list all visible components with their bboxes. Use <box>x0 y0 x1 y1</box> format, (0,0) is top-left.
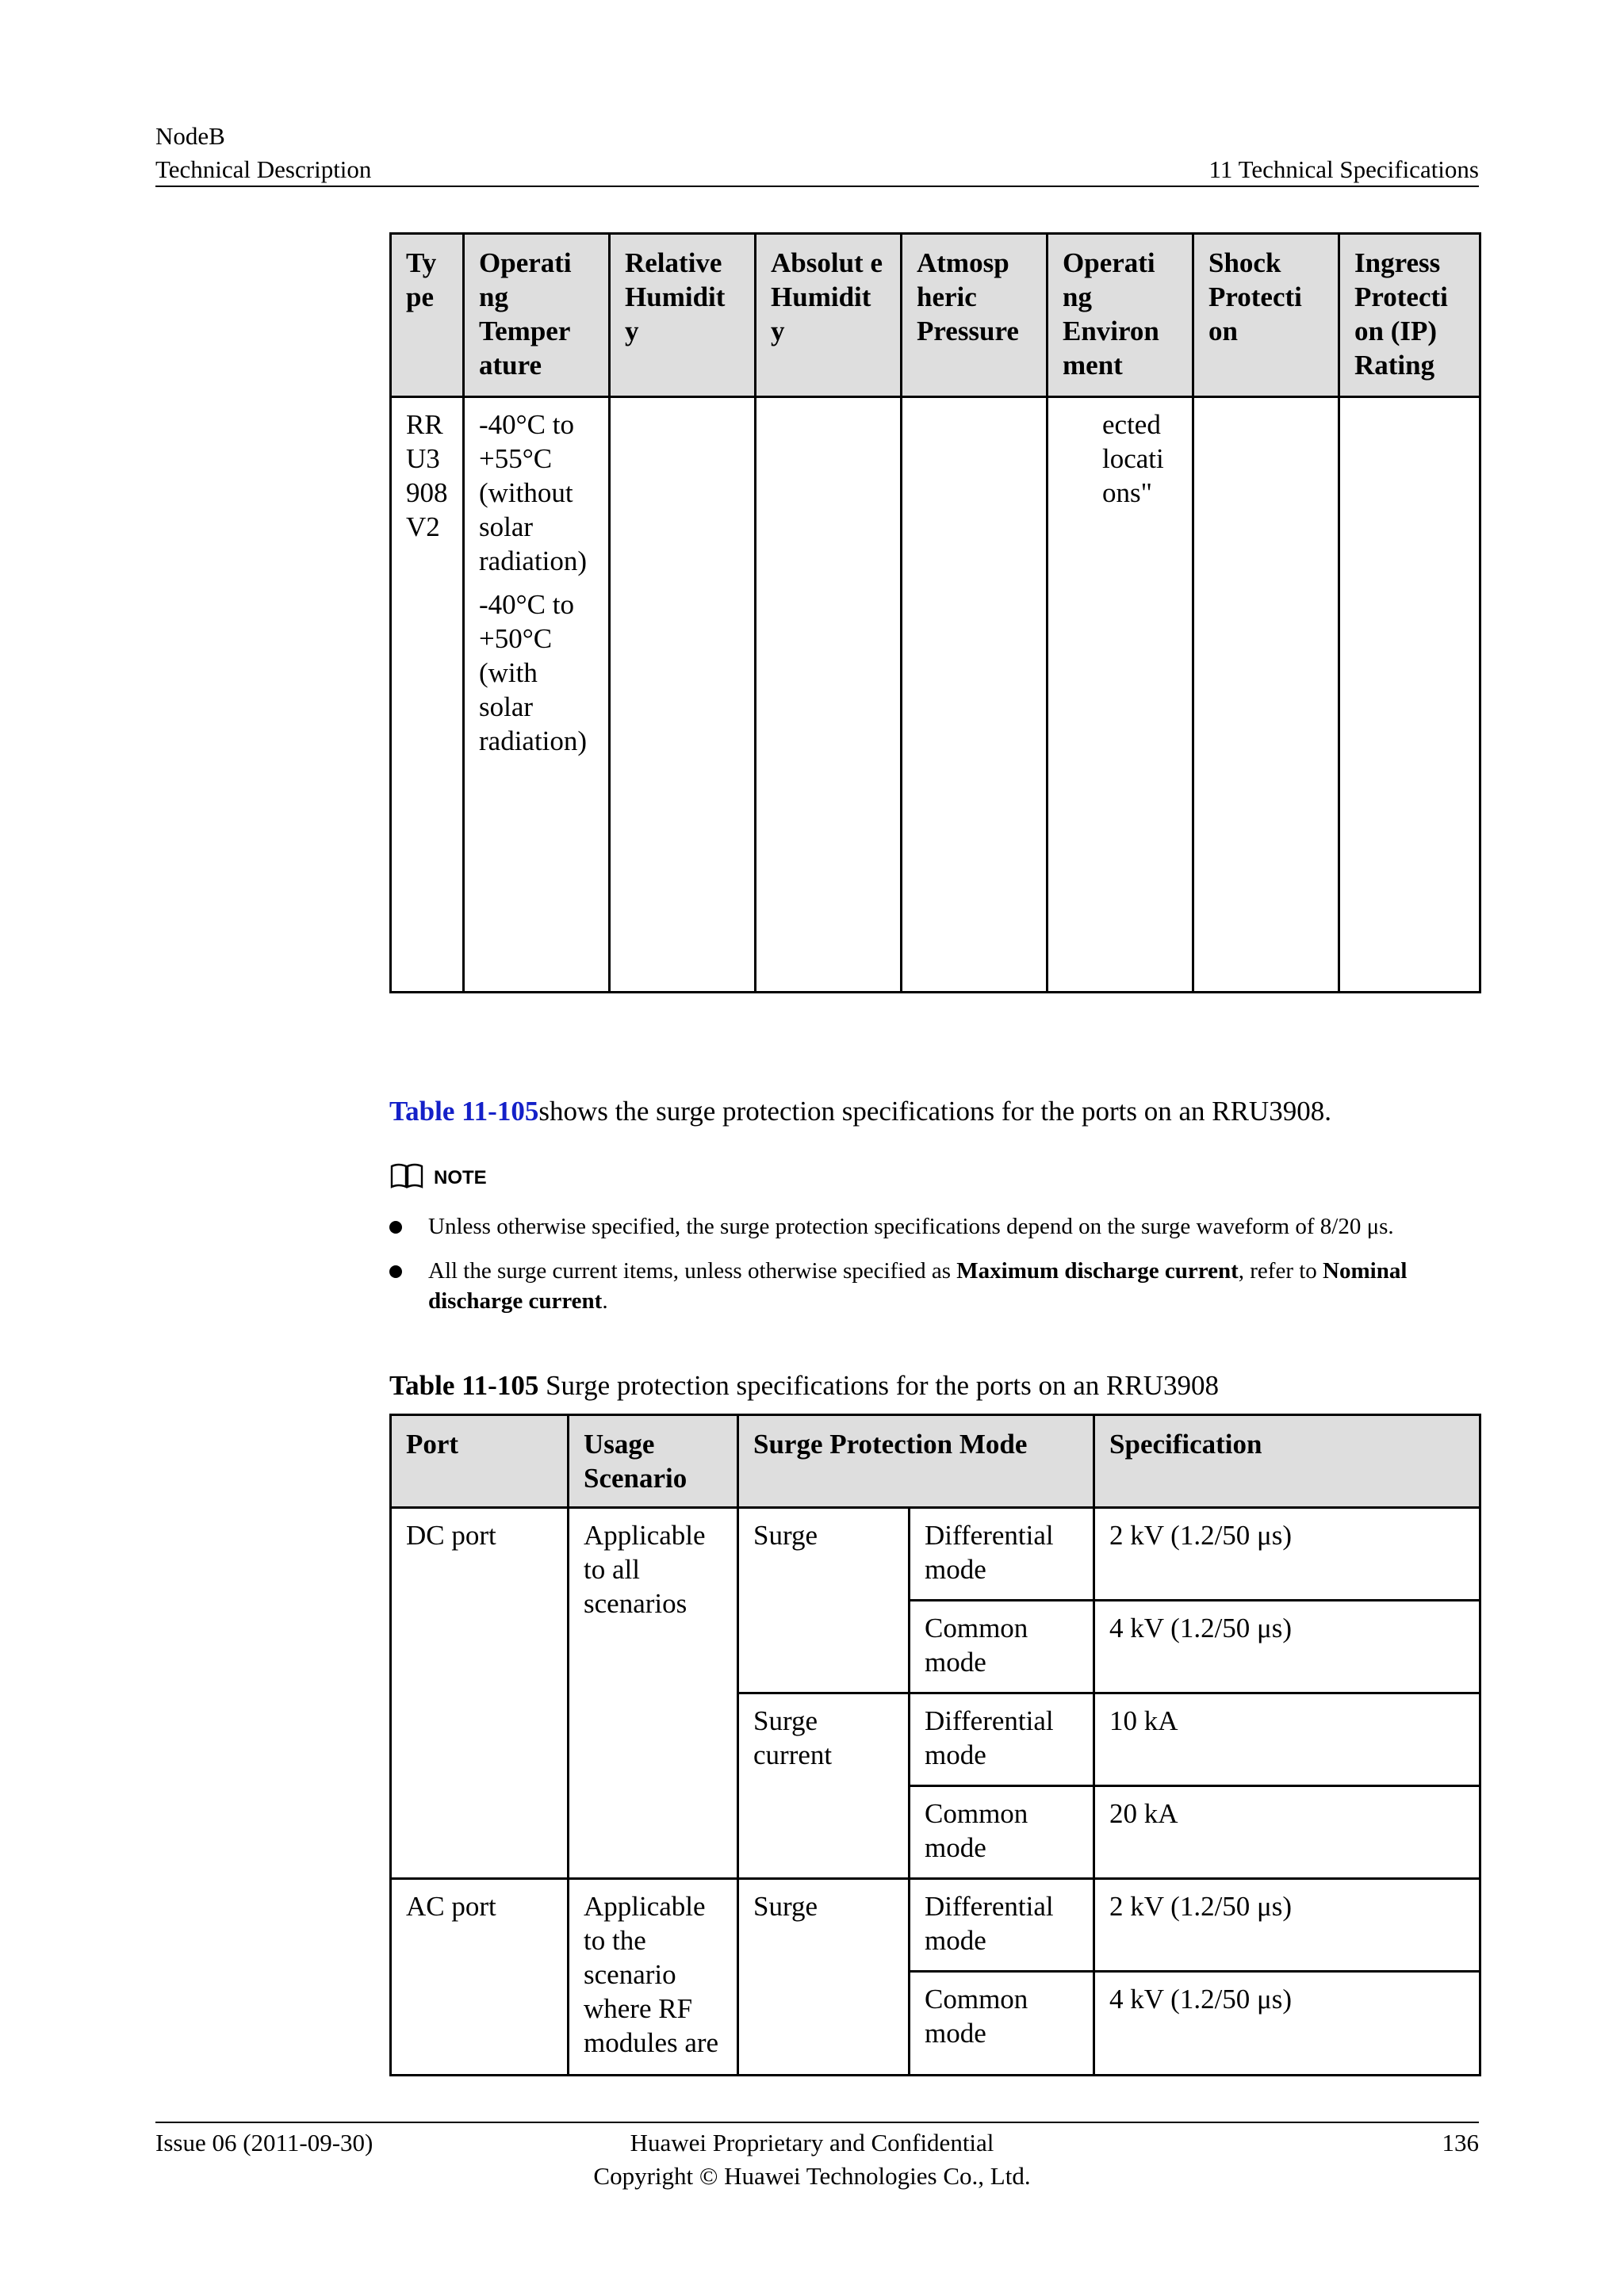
col-header-shock-protection: Shock Protecti on <box>1193 234 1339 397</box>
table-row <box>391 1879 1480 1972</box>
col-header-port: Port <box>391 1415 569 1508</box>
cell-differential-mode: Differential mode <box>910 1508 1094 1601</box>
intro-paragraph: Table 11-105shows the surge protection specifications for the ports on an RRU3908. <box>389 1096 1331 1127</box>
footer-rule <box>155 2122 1479 2123</box>
cell-operating-environment: ected locati ons" <box>1048 397 1193 993</box>
col-header-operating-temperature: Operati ng Temper ature <box>464 234 610 397</box>
col-header-ip-rating: Ingress Protecti on (IP) Rating <box>1339 234 1480 397</box>
header-doc-title: Technical Description <box>155 155 372 183</box>
note-item-1: Unless otherwise specified, the surge protection specifications depend on the surge waveform of 8/20 μs. <box>428 1214 1394 1239</box>
cell-surge-current: Surge current <box>738 1693 910 1879</box>
cell-ac-usage: Applicable to the scenario where RF modules are <box>569 1879 738 2076</box>
header-rule <box>155 186 1479 187</box>
footer-proprietary: Huawei Proprietary and Confidential <box>630 2129 994 2156</box>
table-link[interactable]: Table 11-105 <box>389 1096 539 1127</box>
environment-table <box>389 232 1481 993</box>
cell-spec: 20 kA <box>1094 1786 1480 1879</box>
cell-spec: 10 kA <box>1094 1693 1480 1786</box>
col-header-usage-scenario: Usage Scenario <box>569 1415 738 1508</box>
temperature-with-solar: -40°C to +50°C (with solar radiation) <box>479 589 588 756</box>
col-header-type: Ty pe <box>391 234 464 397</box>
book-icon <box>389 1162 424 1189</box>
cell-shock-protection <box>1193 397 1339 993</box>
col-header-operating-environment: Operati ng Environ ment <box>1048 234 1193 397</box>
footer-page-number: 136 <box>1442 2129 1479 2156</box>
cell-type: RRU3908V2 <box>391 397 464 993</box>
col-header-absolute-humidity: Absolut e Humidit y <box>756 234 902 397</box>
cell-relative-humidity <box>610 397 756 993</box>
col-header-specification: Specification <box>1094 1415 1480 1508</box>
col-header-relative-humidity: Relative Humidit y <box>610 234 756 397</box>
cell-dc-port: DC port <box>391 1508 569 1879</box>
bullet-icon <box>389 1221 402 1234</box>
cell-common-mode: Common mode <box>910 1972 1094 2076</box>
cell-dc-usage: Applicable to all scenarios <box>569 1508 738 1879</box>
footer-copyright: Copyright © Huawei Technologies Co., Ltd. <box>593 2162 1031 2190</box>
cell-absolute-humidity <box>756 397 902 993</box>
cell-spec: 2 kV (1.2/50 μs) <box>1094 1508 1480 1601</box>
cell-ip-rating <box>1339 397 1480 993</box>
cell-atmospheric-pressure <box>902 397 1048 993</box>
cell-differential-mode: Differential mode <box>910 1693 1094 1786</box>
surge-protection-table <box>389 1414 1481 2076</box>
bullet-icon <box>389 1265 402 1278</box>
cell-common-mode: Common mode <box>910 1786 1094 1879</box>
table-row <box>391 1508 1480 1601</box>
cell-surge: Surge <box>738 1879 910 2076</box>
cell-operating-temperature <box>464 397 610 993</box>
cell-spec: 4 kV (1.2/50 μs) <box>1094 1972 1480 2076</box>
note-item-2: All the surge current items, unless otherwise specified as Maximum discharge current, refer to Nominal discharge current. <box>428 1258 1408 1314</box>
header-chapter: 11 Technical Specifications <box>1208 155 1479 183</box>
header-product: NodeB <box>155 122 225 150</box>
footer-issue: Issue 06 (2011-09-30) <box>155 2129 373 2156</box>
cell-ac-port: AC port <box>391 1879 569 2076</box>
col-header-atmospheric-pressure: Atmosp heric Pressure <box>902 234 1048 397</box>
table-row <box>391 397 1480 993</box>
table-caption: Table 11-105 Surge protection specifications for the ports on an RRU3908 <box>389 1370 1220 1401</box>
cell-spec: 2 kV (1.2/50 μs) <box>1094 1879 1480 1972</box>
temperature-without-solar: -40°C to +55°C (without solar radiation) <box>479 409 588 576</box>
cell-differential-mode: Differential mode <box>910 1879 1094 1972</box>
cell-spec: 4 kV (1.2/50 μs) <box>1094 1601 1480 1693</box>
cell-surge: Surge <box>738 1508 910 1693</box>
cell-common-mode: Common mode <box>910 1601 1094 1693</box>
col-header-surge-protection-mode: Surge Protection Mode <box>738 1415 1094 1508</box>
note-label: NOTE <box>434 1167 487 1188</box>
